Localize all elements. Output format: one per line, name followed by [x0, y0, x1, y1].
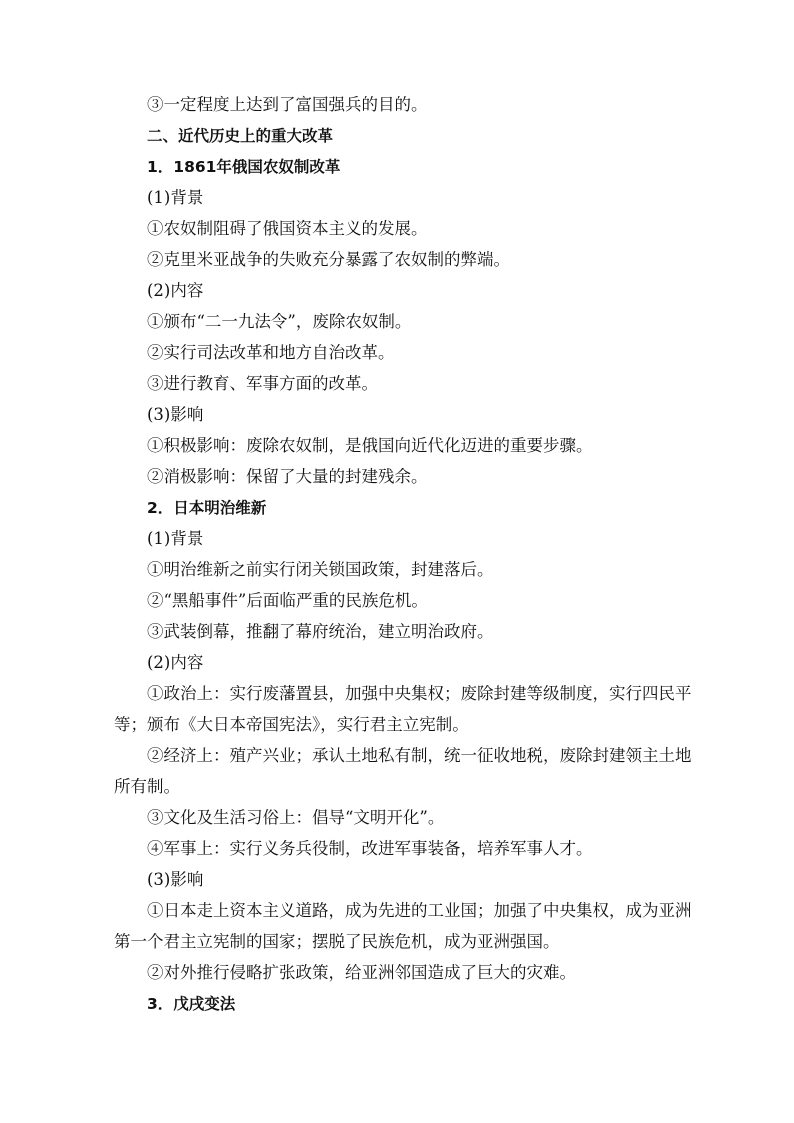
text-line: 等；颁布《大日本帝国宪法》，实行君主立宪制。 [114, 715, 469, 734]
text-line: ④军事上：实行义务兵役制，改进军事装备，培养军事人才。 [147, 839, 593, 858]
text-line: ①农奴制阻碍了俄国资本主义的发展。 [147, 219, 428, 238]
text-line: ②“黑船事件”后面临严重的民族危机。 [147, 591, 428, 610]
text-line: ③一定程度上达到了富国强兵的目的。 [147, 95, 428, 114]
item-heading: (3)影响 [147, 405, 204, 424]
text-line: ②对外推行侵略扩张政策，给亚洲邻国造成了巨大的灾难。 [147, 963, 576, 982]
item-heading: (2)内容 [147, 281, 204, 300]
text-line: ①积极影响：废除农奴制，是俄国向近代化迈进的重要步骤。 [147, 436, 593, 455]
section-heading: 二、近代历史上的重大改革 [147, 127, 334, 145]
subsection-heading: 2．日本明治维新 [147, 499, 267, 517]
item-heading: (1)背景 [147, 529, 204, 548]
text-line: 所有制。 [114, 777, 180, 796]
text-line: ③进行教育、军事方面的改革。 [147, 374, 378, 393]
text-line: ③武装倒幕，推翻了幕府统治，建立明治政府。 [147, 622, 494, 641]
text-line: ②经济上：殖产兴业；承认土地私有制，统一征收地税，废除封建领主土地 [147, 746, 692, 765]
subsection-heading: 1．1861年俄国农奴制改革 [147, 158, 341, 176]
text-line: ①政治上：实行废藩置县，加强中央集权；废除封建等级制度，实行四民平 [147, 684, 692, 703]
text-line: ①日本走上资本主义道路，成为先进的工业国；加强了中央集权，成为亚洲 [147, 901, 692, 920]
item-heading: (1)背景 [147, 188, 204, 207]
text-line: ①明治维新之前实行闭关锁国政策，封建落后。 [147, 560, 494, 579]
text-line: ②实行司法改革和地方自治改革。 [147, 343, 395, 362]
text-line: ③文化及生活习俗上：倡导“文明开化”。 [147, 808, 445, 827]
text-line: ①颁布“二一九法令”，废除农奴制。 [147, 312, 412, 331]
text-line: ②消极影响：保留了大量的封建残余。 [147, 467, 428, 486]
text-line: 第一个君主立宪制的国家；摆脱了民族危机，成为亚洲强国。 [114, 932, 560, 951]
item-heading: (3)影响 [147, 870, 204, 889]
subsection-heading: 3．戊戌变法 [147, 995, 236, 1013]
item-heading: (2)内容 [147, 653, 204, 672]
text-line: ②克里米亚战争的失败充分暴露了农奴制的弊端。 [147, 250, 510, 269]
